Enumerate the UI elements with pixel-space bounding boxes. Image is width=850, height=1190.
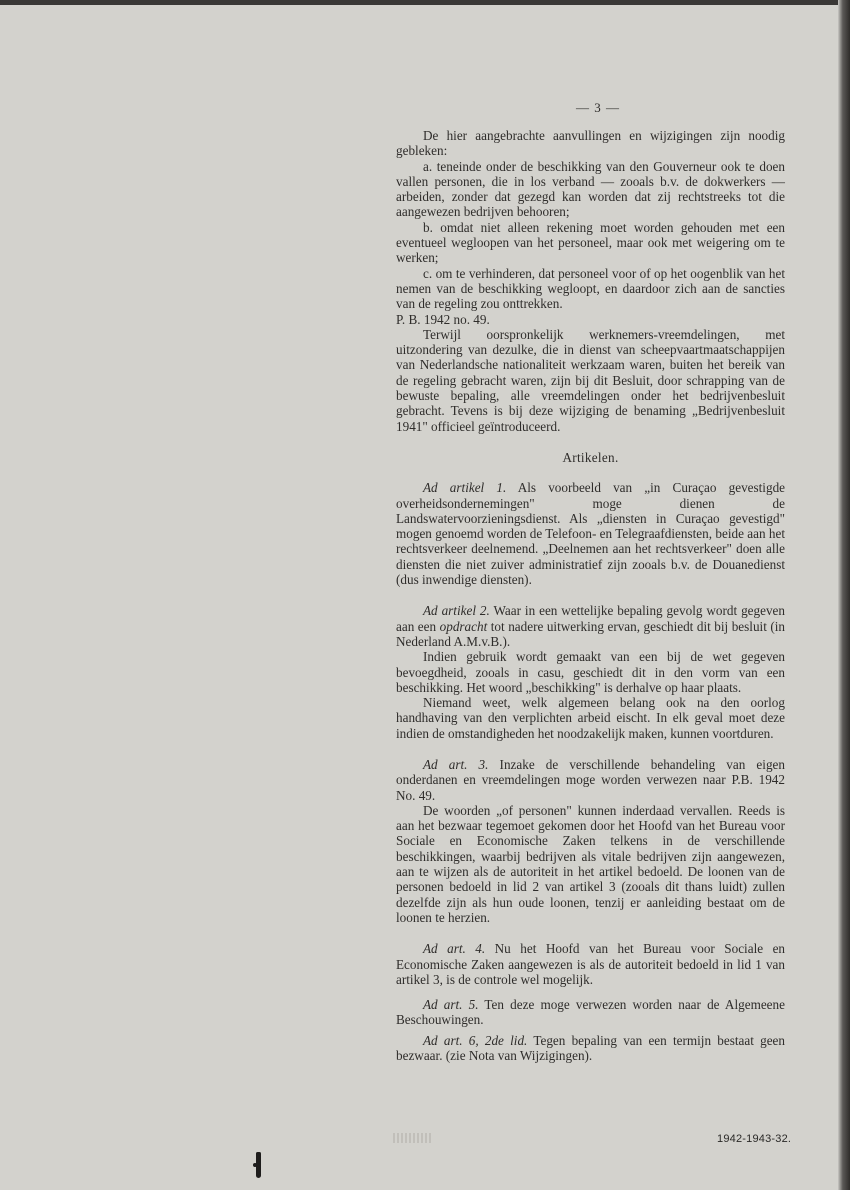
article-2-text-before: Waar in een wettelijke bepaling gevolg wordt gegeven aan een	[396, 603, 785, 634]
article-4-text: Nu het Hoofd van het Bureau voor Sociale en Economische Zaken aangewezen is als de autoriteit bedoeld in lid 1 van artikel 3, is de controle wel mogelijk.	[396, 941, 786, 987]
article-3-text: Inzake de verschillende behandeling van eigen onderdanen en vreemdelingen moge worden verwezen naar P.B. 1942 No. 49.	[396, 756, 785, 803]
intro-item-b: b. omdat niet alleen rekening moet worden gehouden met een eventueel wegloopen van het personeel, maar ook met weigering om te werken;	[396, 219, 785, 266]
article-2-paragraph-3: Niemand weet, welk algemeen belang ook na den oorlog handhaving van den verplichten arbeid eischt. In elk geval moet deze indien de omstandigheden het noodzakelijk maken, kunnen voortduren.	[396, 695, 785, 741]
article-1-text: Als voorbeeld van „in Curaçao gevestigde overheidsondernemingen" moge dienen de Landswatervoorzieningsdienst. Als „diensten in Curaçao gevestigd" mogen genoemd worden de Telefoon- en Telegraafdiensten, beide aan het rechtsverkeer deelnemend. „Deelnemen aan het rechtsverkeer" doen alle diensten die niet zuiver administratief zijn zooals b.v. de Douanedienst (dus inwendige diensten).	[396, 480, 786, 588]
article-5-paragraph	[396, 997, 785, 1028]
faint-stamp-mark	[393, 1133, 431, 1143]
article-6-text: Tegen bepaling van een termijn bestaat geen bezwaar. (zie Nota van Wijzigingen).	[396, 1032, 785, 1064]
article-5-text: Ten deze moge verwezen worden naar de Algemeene Beschouwingen.	[396, 997, 785, 1028]
article-3-paragraph	[396, 757, 785, 803]
section-heading: Artikelen.	[562, 449, 619, 465]
page-number: — 3 —	[576, 100, 620, 115]
pb-reference: P. B. 1942 no. 49.	[396, 311, 490, 327]
article-2-paragraph-2: Indien gebruik wordt gemaakt van een bij de wet gegeven bevoegdheid, zooals in casu, geschiedt dit in den vorm van een beschikking. Het woord „beschikking" is derhalve op haar plaats.	[396, 649, 785, 695]
intro-terwijl: Terwijl oorspronkelijk werknemers-vreemdelingen, met uitzondering van dezulke, die in dienst van scheepvaartmaatschappijen van Nederlandsche nationaliteit werkzaam waren, buiten het bereik van de regeling gebracht waren, zijn bij dit Besluit, door schrapping van de bewuste bepaling, alle vreemdelingen onder het bedrijvenbesluit gebracht. Tevens is bij deze wijziging de benaming „Bedrijvenbesluit 1941" officieel geïntroduceerd.	[396, 326, 785, 434]
article-2-emphasis: opdracht	[439, 618, 488, 634]
scan-top-edge	[0, 0, 850, 5]
article-6-label: Ad art. 6, 2de lid.	[423, 1032, 528, 1048]
article-4-paragraph	[396, 941, 785, 987]
article-3-paragraph-2: De woorden „of personen" kunnen inderdaad vervallen. Reeds is aan het bezwaar tegemoet gekomen door het Hoofd van het Bureau voor Sociale en Economische Zaken telkens in de verschillende beschikkingen, waarbij bedrijven als vitale bedrijven zijn aangewezen, aan te wijzen als de autoriteit in het artikel bedoeld. De loonen van de personen bedoeld in lid 2 van artikel 3 (zooals dit thans luidt) zullen dezelfde zijn als hun oude loonen, tenzij er aanleiding bestaat om de loonen te herzien.	[396, 802, 785, 925]
ink-smudge-dot	[253, 1163, 257, 1167]
article-3-label: Ad art. 3.	[423, 756, 489, 772]
article-4-label: Ad art. 4.	[423, 941, 486, 957]
intro-item-a: a. teneinde onder de beschikking van den Gouverneur ook te doen vallen personen, die in los verband — zooals b.v. de dokwerkers — arbeiden, zonder dat gezegd kan worden dat zij rechtstreeks tot die aangewezen bedrijven behooren;	[396, 158, 785, 220]
intro-lead: De hier aangebrachte aanvullingen en wijzigingen zijn noodig gebleken:	[396, 128, 785, 159]
intro-item-c: c. om te verhinderen, dat personeel voor of op het oogenblik van het nemen van de beschikking wegloopt, en daardoor zich aan de sancties van de regeling zou onttrekken.	[396, 265, 785, 312]
scan-right-edge	[838, 0, 850, 1190]
footer-code: 1942-1943-32.	[717, 1133, 792, 1145]
article-1-label: Ad artikel 1.	[423, 480, 507, 496]
article-6-paragraph	[396, 1033, 785, 1064]
article-2-paragraph	[396, 603, 785, 649]
article-1-paragraph	[396, 480, 785, 587]
article-2-text-after: tot nadere uitwerking ervan, geschiedt dit bij besluit (in Nederland A.M.v.B.).	[396, 618, 786, 649]
article-5-label: Ad art. 5.	[423, 997, 479, 1013]
article-2-label: Ad artikel 2.	[423, 603, 490, 619]
document-body	[396, 128, 785, 1063]
